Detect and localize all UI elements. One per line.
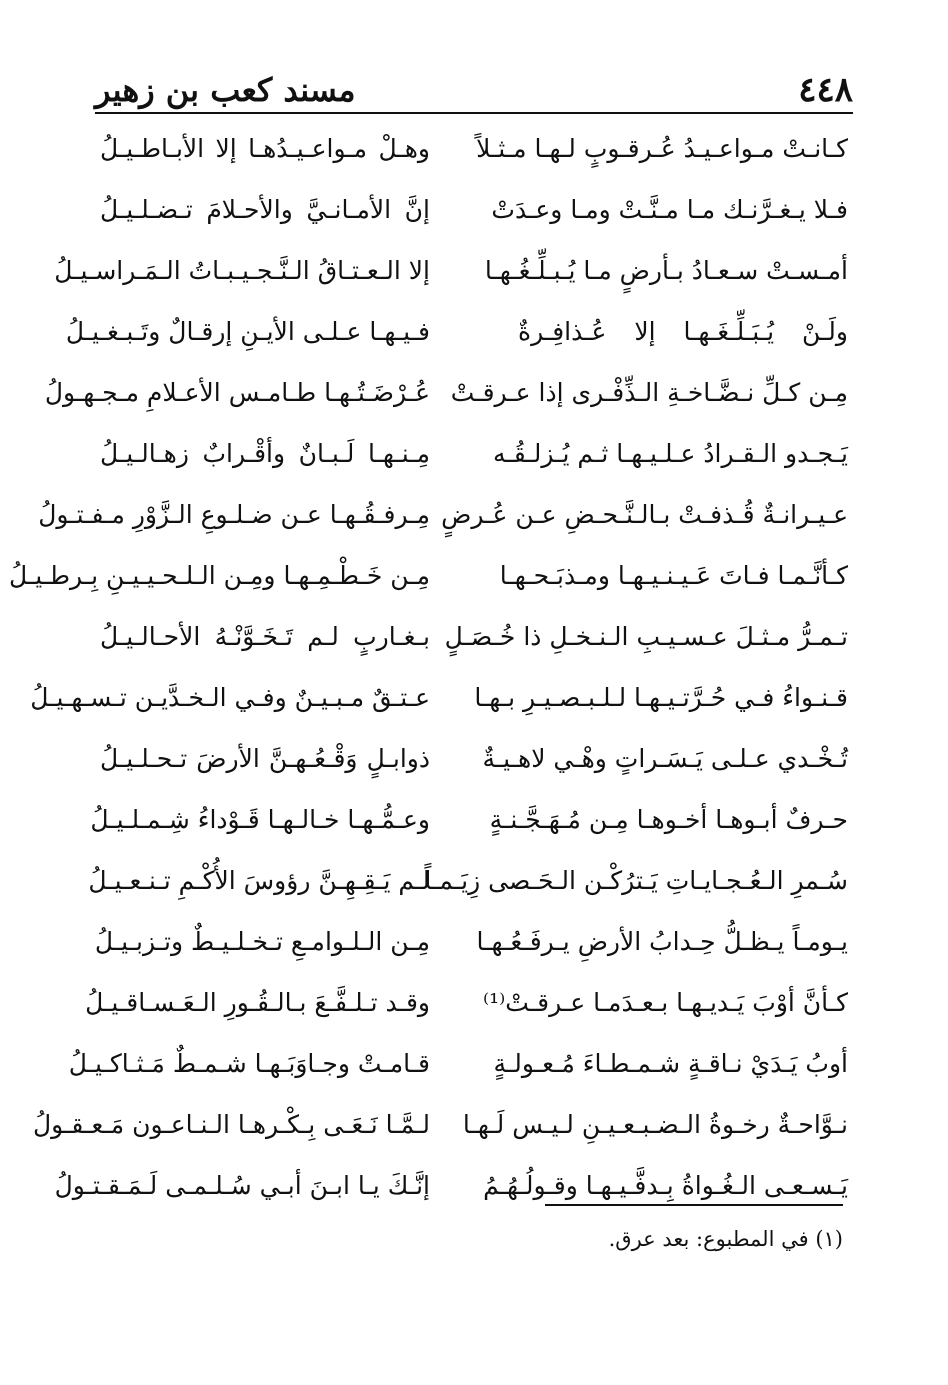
first-hemistich: يـومـاً يـظـلُّ حِـدابُ الأرضِ يـرفَـعُـهـا — [476, 926, 848, 956]
verse-line — [68, 1033, 848, 1094]
verse-line — [54, 1155, 848, 1216]
page-number: ٤٤٨ — [798, 70, 853, 110]
verse-line — [100, 179, 848, 240]
verse-line — [88, 850, 848, 911]
second-hemistich: عُـرْضَـتُـهـا طـامـس الأعـلامِ مـجـهـولُ — [44, 377, 430, 407]
second-hemistich: مِـرفـقُـهـا عـن ضـلـوعِ الـزَّوْرِ مـفـتـولُ — [38, 499, 430, 529]
running-title: مسند كعب بن زهير — [95, 71, 356, 109]
header-divider — [95, 112, 853, 114]
second-hemistich: لـم يَـقِـهِـنَّ رؤوسَ الأُكْـمِ تـنـعـيـلُ — [88, 865, 430, 895]
second-hemistich: إلا الـعـتـاقُ الـنَّـجـيـبـاتُ الـمَـراسـيـلُ — [54, 255, 430, 285]
first-hemistich: مِـن كـلِّ نـضَّـاخـةِ الـذِّفْـرى إذا عـرقـتْ — [450, 377, 848, 407]
second-hemistich: إنَّ الأمـانـيَّ والأحـلامَ تـضـلـيـلُ — [100, 194, 430, 224]
second-hemistich: قـامـتْ وجـاوَبَـهـا شـمـطٌ مَـثـاكـيـلُ — [68, 1048, 430, 1078]
second-hemistich: مِـنـهـا لَـبـانٌ وأقْـرابٌ زهـالـيـلُ — [100, 438, 430, 468]
verse-line — [38, 484, 848, 545]
second-hemistich: إنَّـكَ يـا ابـنَ أبـي سُـلـمـى لَـمَـقـتـولُ — [54, 1170, 430, 1200]
first-hemistich: يَـسـعـى الـغُـواةُ بِـدفَّـيـهـا وقـولُـهُـمُ — [483, 1170, 848, 1200]
second-hemistich: بـغـاربٍ لـم تَـخَـوَّنْـهُ الأحـالـيـلُ — [100, 621, 430, 651]
first-hemistich: يَـجـدو الـقـرادُ عـلـيـهـا ثـم يُـزلـقُـه — [493, 438, 848, 468]
second-hemistich: مِـن خَـطْـمِـهـا ومِـن الـلـحـيـيـنِ بِـرطـيـلُ — [8, 560, 430, 590]
verse-line — [30, 667, 848, 728]
first-hemistich: تُـخْـدي عـلـى يَـسَـراتٍ وهْـي لاهـيـةٌ — [482, 743, 848, 773]
footnote-divider — [545, 1204, 843, 1206]
first-hemistich: كـانـتْ مـواعـيـدُ عُـرقـوبٍ لـهـا مـثـلاً — [476, 133, 848, 163]
second-hemistich: وقـد تـلـفَّـعَ بـالـقُـورِ الـعَـسـاقـيـلُ — [85, 987, 430, 1017]
first-hemistich: كـأنَّـمـا فـاتَ عَـيـنـيـهـا ومـذبَـحـهـا — [499, 560, 848, 590]
verse-line — [54, 240, 848, 301]
first-hemistich: تـمـرُّ مـثـلَ عـسـيـبِ الـنـخـلِ ذا خُـصَـلٍ — [444, 621, 848, 651]
verse-line — [8, 545, 848, 606]
first-hemistich: حـرفٌ أبـوهـا أخـوهـا مِـن مُـهَـجَّـنـةٍ — [489, 804, 848, 834]
first-hemistich: عـيـرانـةٌ قُـذفـتْ بـالـنَّـحـضِ عـن عُـرضٍ — [441, 499, 848, 529]
first-hemistich: سُـمرِ الـعُـجـايـاتِ يَـترُكْـن الـحَـصى زِيَـمـاً — [424, 865, 848, 895]
footnote: (١) في المطبوع: بعد عرق. — [608, 1227, 843, 1251]
first-hemistich: فـلا يـغـرَّنـك مـا مـنَّـتْ ومـا وعـدَتْ — [491, 194, 848, 224]
first-hemistich: نـوَّاحـةٌ رخـوةُ الـضـبـعـيـنِ لـيـس لَـهـا — [462, 1109, 848, 1139]
verse-line — [100, 118, 848, 179]
verse-line — [100, 728, 848, 789]
verse-line — [44, 362, 848, 423]
first-hemistich: أمـسـتْ سـعـادُ بـأرضٍ مـا يُـبـلِّـغُـهـا — [484, 255, 848, 285]
second-hemistich: وعـمُّـهـا خـالـهـا قَـوْداءُ شِـمـلـيـلُ — [90, 804, 430, 834]
verse-line — [100, 606, 848, 667]
first-hemistich: أوبُ يَـدَيْ نـاقـةٍ شـمـطـاءَ مُـعـولـةٍ — [493, 1048, 848, 1078]
verse-line — [65, 301, 848, 362]
verse-line — [90, 789, 848, 850]
first-hemistich: ولَـنْ يُـبَـلِّـغَـهـا إلا عُـذافِـرةٌ — [518, 316, 848, 346]
second-hemistich: فـيـهـا عـلـى الأيـنِ إرقـالٌ وتَـبـغـيـلُ — [65, 316, 430, 346]
verse-line — [94, 911, 848, 972]
verse-line — [100, 423, 848, 484]
second-hemistich: لـمَّـا نَـعَـى بِـكْـرهـا الـنـاعـون مَـعـقـولُ — [33, 1109, 430, 1139]
second-hemistich: وهـلْ مـواعـيـدُهـا إلا الأبـاطـيـلُ — [100, 133, 430, 163]
second-hemistich: مِـن الـلـوامـعِ تـخـلـيـطٌ وتـزبـيـلُ — [94, 926, 430, 956]
page-header — [95, 62, 853, 110]
second-hemistich: عـتـقٌ مـبـيـنٌ وفـي الـخـدَّيـن تـسـهـيـلُ — [30, 682, 430, 712]
first-hemistich: قـنـواءُ فـي حُـرَّتـيـهـا لـلـبـصـيـرِ بـهـا — [474, 682, 848, 712]
second-hemistich: ذوابـلٍ وَقْـعُـهـنَّ الأرضَ تـحـلـيـلُ — [100, 743, 430, 773]
verse-line — [85, 972, 848, 1033]
verse-line — [33, 1094, 848, 1155]
first-hemistich: كـأنَّ أوْبَ يَـديـهـا بـعـدَمـا عـرقـتْ⁽¹⁾ — [483, 987, 848, 1017]
poem — [8, 118, 848, 1216]
